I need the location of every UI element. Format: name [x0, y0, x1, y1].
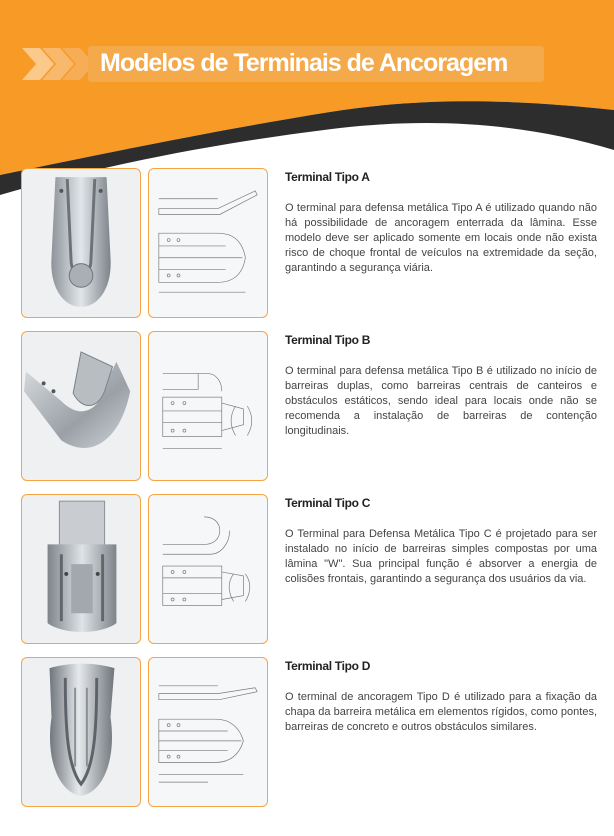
terminal-row-a — [0, 168, 614, 318]
terminal-d-text — [285, 657, 597, 735]
terminal-row-c — [0, 494, 614, 644]
terminal-a-title: Terminal Tipo A — [285, 170, 370, 184]
terminal-a-photo — [21, 168, 141, 318]
terminal-row-b — [0, 331, 614, 481]
terminal-c-photo — [21, 494, 141, 644]
terminal-c-drawing — [148, 494, 268, 644]
terminal-a-description: O terminal para defensa metálica Tipo A é utilizado quando não há possibilidade de ancoragem enterrada da lâmina. Esse modelo deve ser aplicado somente em locais onde não exista risco de choque frontal de veículos na extremidade da seção, garantindo a segurança viária. — [285, 202, 597, 274]
terminal-row-d — [0, 657, 614, 807]
terminal-d-drawing — [148, 657, 268, 807]
terminal-c-description: O Terminal para Defensa Metálica Tipo C é projetado para ser instalado no início de barreiras simples compostas por uma lâmina "W". Sua principal função é absorver a energia de colisões frontais, garantindo a segurança dos usuários da via. — [285, 528, 597, 585]
terminal-d-photo — [21, 657, 141, 807]
terminal-b-photo — [21, 331, 141, 481]
terminal-b-text — [285, 331, 597, 439]
page-title: Modelos de Terminais de Ancoragem — [100, 49, 508, 77]
terminal-a-drawing — [148, 168, 268, 318]
terminal-b-description: O terminal para defensa metálica Tipo B é utilizado no início de barreiras duplas, como barreiras centrais de canteiros e obstáculos estáticos, sendo ideal para locais onde não se recomenda a instalação de barreiras de contenção longitudinais. — [285, 365, 597, 437]
terminal-a-text — [285, 168, 597, 276]
terminal-c-text — [285, 494, 597, 587]
title-banner — [20, 46, 544, 82]
terminal-d-title: Terminal Tipo D — [285, 659, 371, 673]
terminal-c-title: Terminal Tipo C — [285, 496, 371, 510]
terminal-d-description: O terminal de ancoragem Tipo D é utilizado para a fixação da chapa da barreira metálica em elementos rígidos, como pontes, barreiras de concreto e outros obstáculos similares. — [285, 691, 597, 733]
terminal-b-drawing — [148, 331, 268, 481]
terminal-b-title: Terminal Tipo B — [285, 333, 371, 347]
